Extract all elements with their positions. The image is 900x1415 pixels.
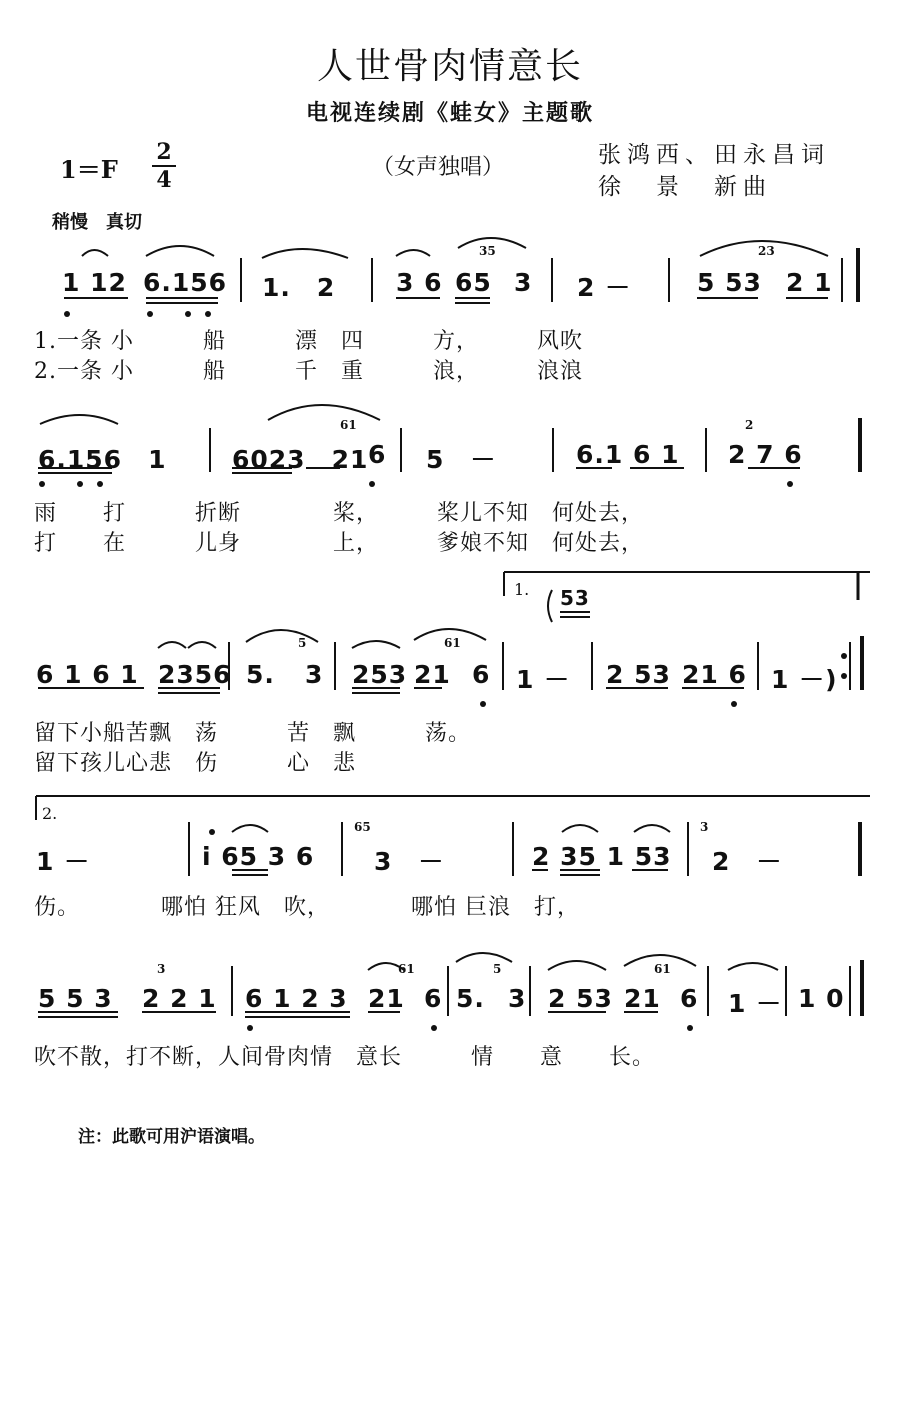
note-group: 6.1 6 1 xyxy=(576,440,680,469)
note-group: 1 － xyxy=(728,989,783,1018)
grace-note: 61 xyxy=(398,962,415,976)
note-group: 3 xyxy=(508,984,527,1013)
note-group: 6 xyxy=(680,984,699,1013)
note-group: 6 1 2 3 xyxy=(245,984,348,1013)
lyricist-credit: 张鸿西、田永昌词 xyxy=(598,142,830,168)
lyric-line: 留下小船苦飘 荡 苦 飘 荡。 xyxy=(34,721,472,746)
note-group: 3 － xyxy=(374,847,445,876)
note-group: 6.156 1 xyxy=(38,445,167,474)
tempo-marking: 稍慢 真切 xyxy=(52,212,142,233)
song-subtitle: 电视连续剧《蛙女》主题歌 xyxy=(305,100,594,126)
note-group: 2 2 1 xyxy=(142,984,217,1013)
note-group: 2 － xyxy=(577,273,632,302)
note-group: 1 0 xyxy=(798,984,845,1013)
time-top: 2 xyxy=(156,139,172,165)
note-group: 53 xyxy=(560,586,590,610)
note-group: 65 xyxy=(455,268,492,297)
grace-note: 35 xyxy=(479,244,496,258)
note-group: 1 － xyxy=(36,847,91,876)
note-group: 21 xyxy=(414,660,451,689)
lyric-line: 吹不散，打不断，人间骨肉情 意长 情 意 长。 xyxy=(34,1045,656,1070)
note-group: 1 － xyxy=(516,665,571,694)
volta-label: 2. xyxy=(42,804,58,823)
note-group: 5 － xyxy=(426,445,497,474)
volta-label: 1. xyxy=(514,580,530,599)
key-signature: 1＝F xyxy=(60,155,118,184)
note-group: 6 xyxy=(368,440,387,469)
grace-note: 23 xyxy=(758,244,775,258)
time-bottom: 4 xyxy=(156,167,172,193)
note-group: 2 － xyxy=(712,847,783,876)
grace-note: 2 xyxy=(745,418,754,432)
grace-note: 5 xyxy=(493,962,502,976)
note-group: 1 12 xyxy=(62,268,127,297)
note-group: 6.156 xyxy=(143,268,228,297)
note-group: 6 xyxy=(472,660,491,689)
note-group: 6 xyxy=(424,984,443,1013)
note-group: 2 53 xyxy=(606,660,671,689)
lyric-line: 2.一条 小 船 千 重 浪， 浪浪 xyxy=(34,359,583,384)
note-group: 2 7 6 xyxy=(728,440,803,469)
composer-credit: 徐 景 新曲 xyxy=(598,174,772,200)
grace-note: 61 xyxy=(444,636,461,650)
lyric-line: 伤。 哪怕 狂风 吹， 哪怕 巨浪 打， xyxy=(34,895,580,920)
note-group: 5. xyxy=(456,984,485,1013)
note-group: 21 xyxy=(368,984,405,1013)
lyric-line: 1.一条 小 船 漂 四 方， 风吹 xyxy=(34,329,583,354)
note-group: 2 1 xyxy=(786,268,833,297)
grace-note: 61 xyxy=(340,418,357,432)
note-group: 3 6 xyxy=(396,268,443,297)
note-group: 1. 2 xyxy=(262,273,336,302)
note-group: 5 5 3 xyxy=(38,984,113,1013)
lyric-line: 雨 打 折断 桨， 桨儿不知 何处去， xyxy=(34,501,645,526)
grace-note: 3 xyxy=(157,962,166,976)
note-group: 21 6 xyxy=(682,660,747,689)
note-group: 2356 xyxy=(158,660,232,689)
note-group: i 65 3 6 xyxy=(202,842,315,871)
note-group: 6 1 6 1 xyxy=(36,660,139,689)
lyric-line: 打 在 儿身 上， 爹娘不知 何处去， xyxy=(34,531,645,556)
footnote: 注：此歌可用沪语演唱。 xyxy=(78,1127,265,1147)
performance-note: （女声独唱） xyxy=(372,155,505,180)
grace-note: 61 xyxy=(654,962,671,976)
note-group: 3 xyxy=(514,268,533,297)
note-group: 6023 21 xyxy=(232,445,369,474)
note-group: 21 xyxy=(624,984,661,1013)
note-group: 2 35 1 53 xyxy=(532,842,672,871)
note-group: 5. xyxy=(246,660,275,689)
note-group: 1 －) xyxy=(771,665,838,694)
lyric-line: 留下孩儿心悲 伤 心 悲 xyxy=(34,751,357,776)
grace-note: 65 xyxy=(354,820,371,834)
note-group: 2 53 xyxy=(548,984,613,1013)
note-group: 5 53 xyxy=(697,268,762,297)
note-group: 3 xyxy=(305,660,324,689)
note-group: 253 xyxy=(352,660,408,689)
grace-note: 3 xyxy=(700,820,709,834)
song-title: 人世骨肉情意长 xyxy=(316,46,583,87)
grace-note: 5 xyxy=(298,636,307,650)
